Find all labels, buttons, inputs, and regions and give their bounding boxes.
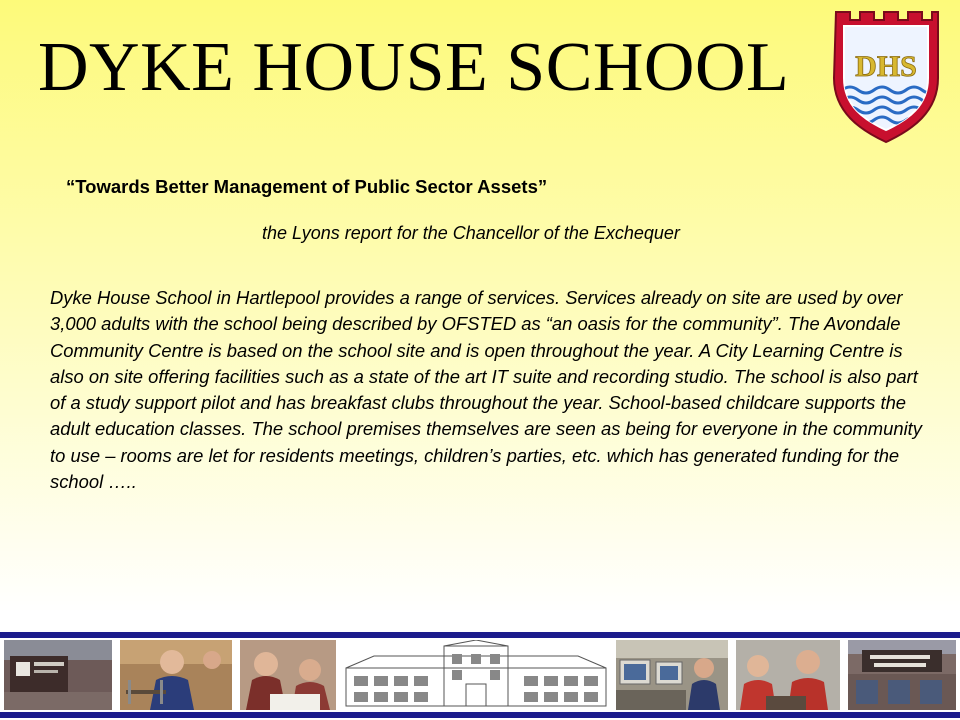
quote-attribution: the Lyons report for the Chancellor of the Exchequer: [262, 223, 680, 243]
photo-students-class: [736, 640, 840, 710]
crest-monogram: DHS: [855, 50, 917, 83]
strip-top-line: [0, 632, 960, 638]
quote-title: “Towards Better Management of Public Sector Assets”: [66, 176, 548, 197]
page-title: DYKE HOUSE SCHOOL: [38, 29, 790, 106]
photo-students-experiment: [120, 640, 232, 710]
photo-learning-centre-sign: [848, 640, 956, 710]
photo-school-drawing: [344, 640, 608, 710]
photo-building-sign: [4, 640, 112, 710]
photo-students-writing: [240, 640, 336, 710]
body-paragraph: Dyke House School in Hartlepool provides a range of services. Services already on site are used by over 3,000 adults with the school being described by OFSTED as “an oasis for the community”. The Avondale Community Centre is based on the school site and is open throughout the year. A City Learning Centre is also on site offering facilities such as a state of the art IT suite and recording studio. The school is also part of a study support pilot and has breakfast clubs throughout the year. School-based childcare supports the adult education classes. The school premises themselves are seen as being for everyone in the community to use – rooms are let for residents meetings, children’s parties, etc. which has generated funding for the school …..: [50, 287, 922, 493]
school-crest-icon: [832, 8, 940, 144]
strip-bottom-line: [0, 712, 960, 718]
photo-computer-room: [616, 640, 728, 710]
